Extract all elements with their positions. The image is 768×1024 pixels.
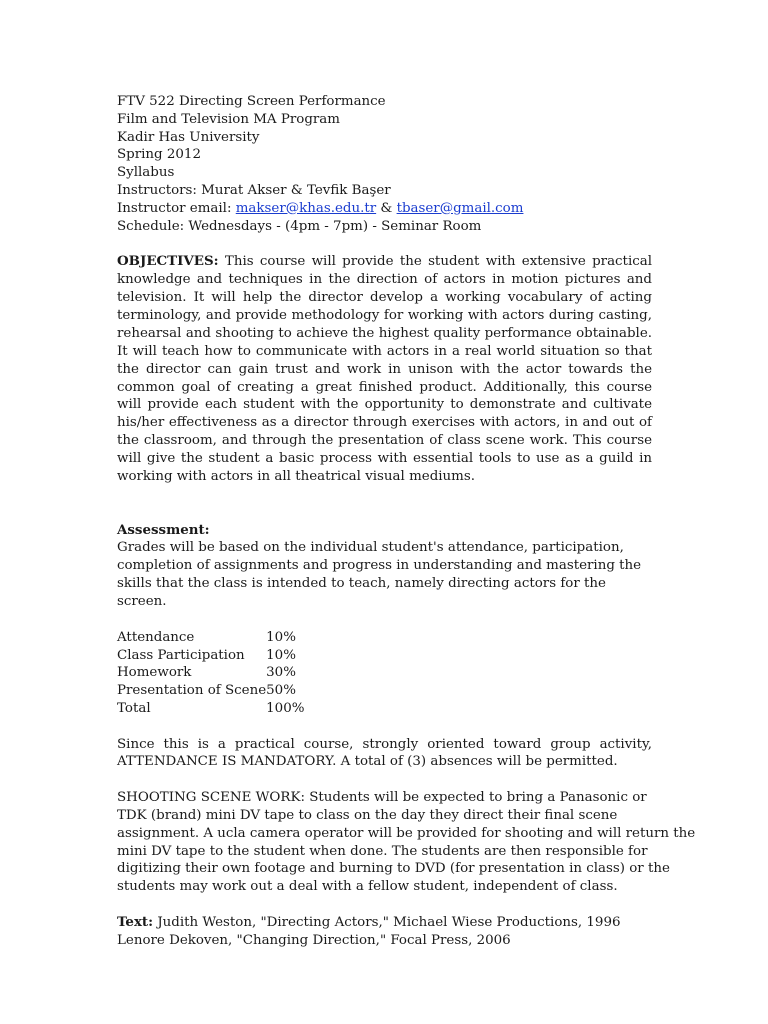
grade-breakdown-table	[117, 629, 304, 718]
assessment-body: Grades will be based on the individual student's attendance, participation, completion of assignments and progress in understanding and mastering the skills that the class is intended to teach, namely directing actors for the screen.	[117, 540, 642, 610]
shooting-line: students may work out a deal with a fellow student, independent of class.	[117, 879, 618, 895]
grade-row	[117, 682, 304, 700]
email-link-tbaser[interactable]: tbaser@gmail.com	[396, 200, 524, 216]
grade-value: 30%	[266, 665, 296, 681]
assessment-heading: Assessment:	[117, 521, 210, 538]
attendance-policy: Since this is a practical course, strongly oriented toward group activity, ATTENDANCE IS MANDATORY. A total of (3) absences will be permitted.	[117, 736, 652, 770]
email-separator: &	[376, 200, 397, 216]
shooting-line: assignment. A ucla camera operator will be provided for shooting and will return the	[117, 825, 696, 841]
grade-value: 50%	[266, 683, 296, 699]
objectives-body: This course will provide the student with extensive practical knowledge and techniques in the direction of actors in motion pictures and television. It will help the director develop a working vocabulary of acting terminology, and provide methodology for working with actors during casting, rehearsal and shooting to achieve the highest quality performance obtainable. It will teach how to communicate with actors in a real world situation so that the director can gain trust and work in unison with the actor towards the common goal of creating a great finished product. Additionally, this course will provide each student with the opportunity to demonstrate and cultivate his/her effectiveness as a director through exercises with actors, in and out of the classroom, and through the presentation of class scene work. This course will give the student a basic process with essential tools to use as a guild in working with actors in all theatrical visual mediums.	[117, 254, 652, 485]
grade-row	[117, 664, 304, 682]
objectives-heading: OBJECTIVES:	[117, 253, 219, 270]
term: Spring 2012	[117, 147, 201, 163]
grade-value: 10%	[266, 647, 296, 663]
instructors: Instructors: Murat Akser & Tevfik Başer	[117, 182, 391, 198]
email-link-makser[interactable]: makser@khas.edu.tr	[235, 200, 377, 216]
instructor-email-line	[117, 200, 652, 218]
university-name: Kadir Has University	[117, 129, 260, 145]
grade-label: Presentation of Scene	[117, 683, 267, 699]
text-reference-1	[117, 914, 652, 932]
shooting-scene-work	[117, 789, 696, 896]
grade-label: Total	[117, 700, 151, 716]
syllabus-document	[117, 93, 696, 949]
assessment-section	[117, 522, 652, 611]
shooting-line: mini DV tape to the student when done. The students are then responsible for	[117, 843, 648, 859]
grade-row	[117, 647, 304, 665]
texts-heading: Text:	[117, 913, 154, 930]
grade-label: Class Participation	[117, 647, 245, 663]
grade-label: Homework	[117, 665, 192, 681]
texts-section	[117, 914, 652, 950]
text-reference-2: Lenore Dekoven, "Changing Direction," Focal Press, 2006	[117, 932, 511, 948]
objectives-paragraph	[117, 253, 652, 486]
document-type: Syllabus	[117, 165, 175, 181]
schedule: Schedule: Wednesdays - (4pm - 7pm) - Seminar Room	[117, 218, 482, 234]
email-label: Instructor email:	[117, 200, 236, 216]
text-reference-1-body: Judith Weston, "Directing Actors," Michael Wiese Productions, 1996	[153, 914, 621, 930]
grade-value: 10%	[266, 629, 296, 645]
shooting-line: digitizing their own footage and burning to DVD (for presentation in class) or the	[117, 861, 670, 877]
grade-label: Attendance	[117, 629, 195, 645]
course-title: FTV 522 Directing Screen Performance	[117, 94, 386, 109]
shooting-line: SHOOTING SCENE WORK: Students will be expected to bring a Panasonic or	[117, 790, 647, 806]
program-name: Film and Television MA Program	[117, 111, 340, 127]
grade-value: 100%	[266, 700, 305, 716]
shooting-line: TDK (brand) mini DV tape to class on the day they direct their final scene	[117, 807, 618, 823]
grade-row	[117, 700, 304, 718]
header-block	[117, 93, 652, 235]
grade-row	[117, 629, 304, 647]
